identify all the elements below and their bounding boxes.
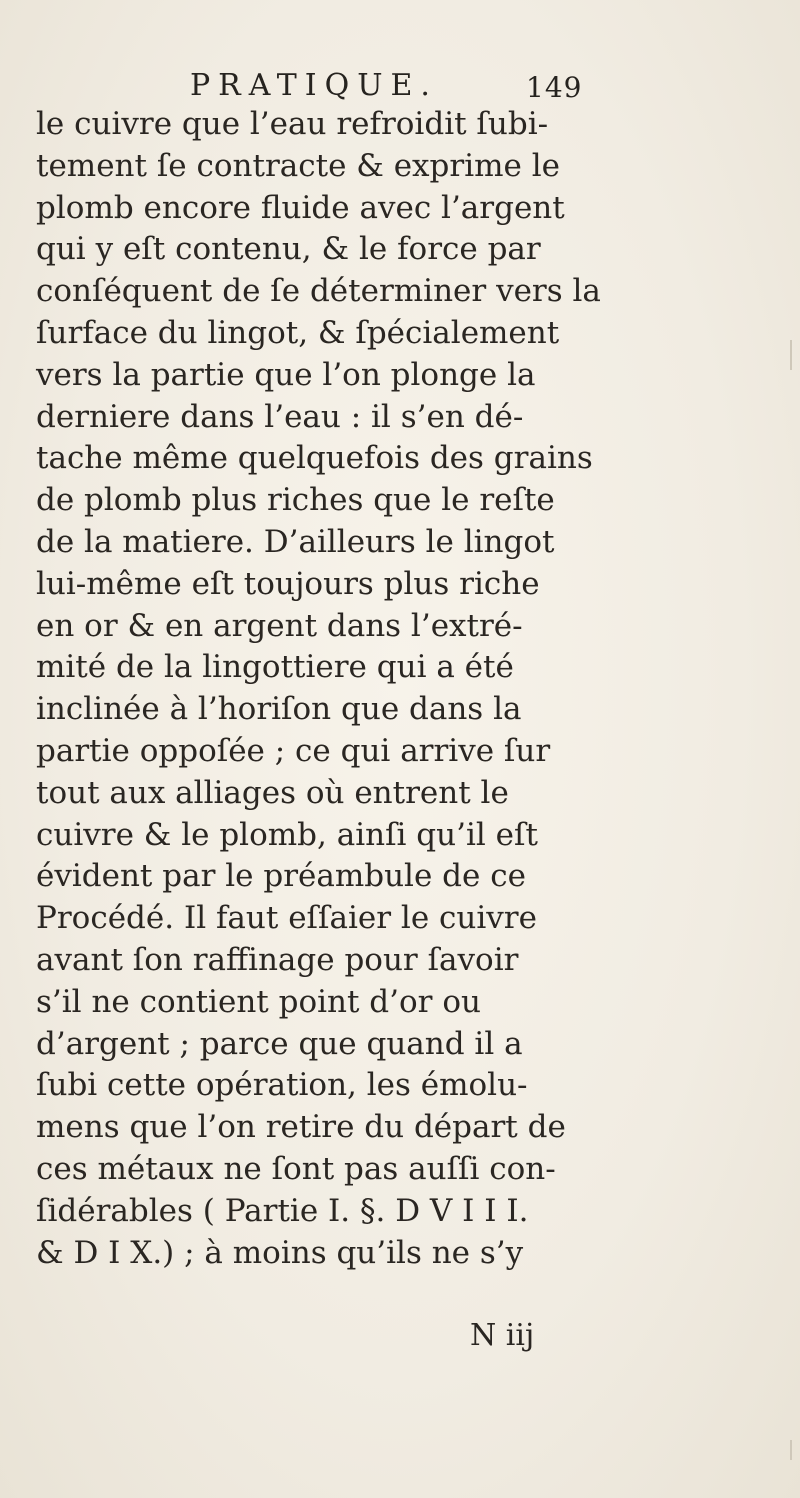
- text-line: en or & en argent dans l’extré-: [36, 607, 523, 644]
- signature-mark: N iij: [470, 1318, 535, 1353]
- text-line: s’il ne contient point d’or ou: [36, 983, 481, 1020]
- text-line: avant ſon raffinage pour ſavoir: [36, 941, 519, 978]
- text-line: le cuivre que l’eau refroidit ſubi-: [36, 106, 549, 142]
- text-line: mité de la lingottiere qui a été: [36, 649, 514, 686]
- text-line: Procédé. Il faut eſſaier le cuivre: [36, 900, 537, 937]
- text-line: mens que l’on retire du départ de: [36, 1109, 566, 1146]
- text-line: cuivre & le plomb, ainſi qu’il eſt: [36, 816, 538, 853]
- text-line: plomb encore fluide avec l’argent: [36, 189, 565, 226]
- text-line: de plomb plus riches que le reſte: [36, 482, 555, 519]
- text-line: & D I X.) ; à moins qu’ils ne s’y: [36, 1234, 524, 1271]
- page-header: [190, 66, 630, 106]
- text-line: ſurface du lingot, & ſpécialement: [36, 314, 560, 351]
- text-line: tout aux alliages où entrent le: [36, 774, 509, 811]
- body-text: [36, 104, 756, 1274]
- text-line: évident par le préambule de ce: [36, 858, 526, 895]
- margin-mark: [790, 340, 792, 370]
- text-line: tement ſe contracte & exprime le: [36, 147, 560, 184]
- text-line: inclinée à l’horiſon que dans la: [36, 691, 522, 728]
- text-line: conſéquent de ſe déterminer vers la: [36, 273, 601, 310]
- text-line: tache même quelquefois des grains: [36, 440, 593, 477]
- text-line: ſidérables ( Partie I. §. D V I I I.: [36, 1192, 529, 1229]
- text-line: partie oppoſée ; ce qui arrive ſur: [36, 732, 551, 769]
- margin-mark: [790, 1440, 792, 1460]
- text-line: ſubi cette opération, les émolu-: [36, 1067, 528, 1104]
- running-head: PRATIQUE.: [190, 68, 438, 103]
- page-number: 149: [526, 71, 583, 104]
- text-line: ces métaux ne ſont pas auſſi con-: [36, 1150, 556, 1187]
- text-line: lui-même eſt toujours plus riche: [36, 565, 540, 602]
- text-line: de la matiere. D’ailleurs le lingot: [36, 523, 555, 560]
- text-line: d’argent ; parce que quand il a: [36, 1025, 523, 1062]
- text-line: qui y eſt contenu, & le force par: [36, 231, 541, 268]
- text-line: derniere dans l’eau : il s’en dé-: [36, 398, 524, 435]
- text-line: vers la partie que l’on plonge la: [36, 356, 536, 393]
